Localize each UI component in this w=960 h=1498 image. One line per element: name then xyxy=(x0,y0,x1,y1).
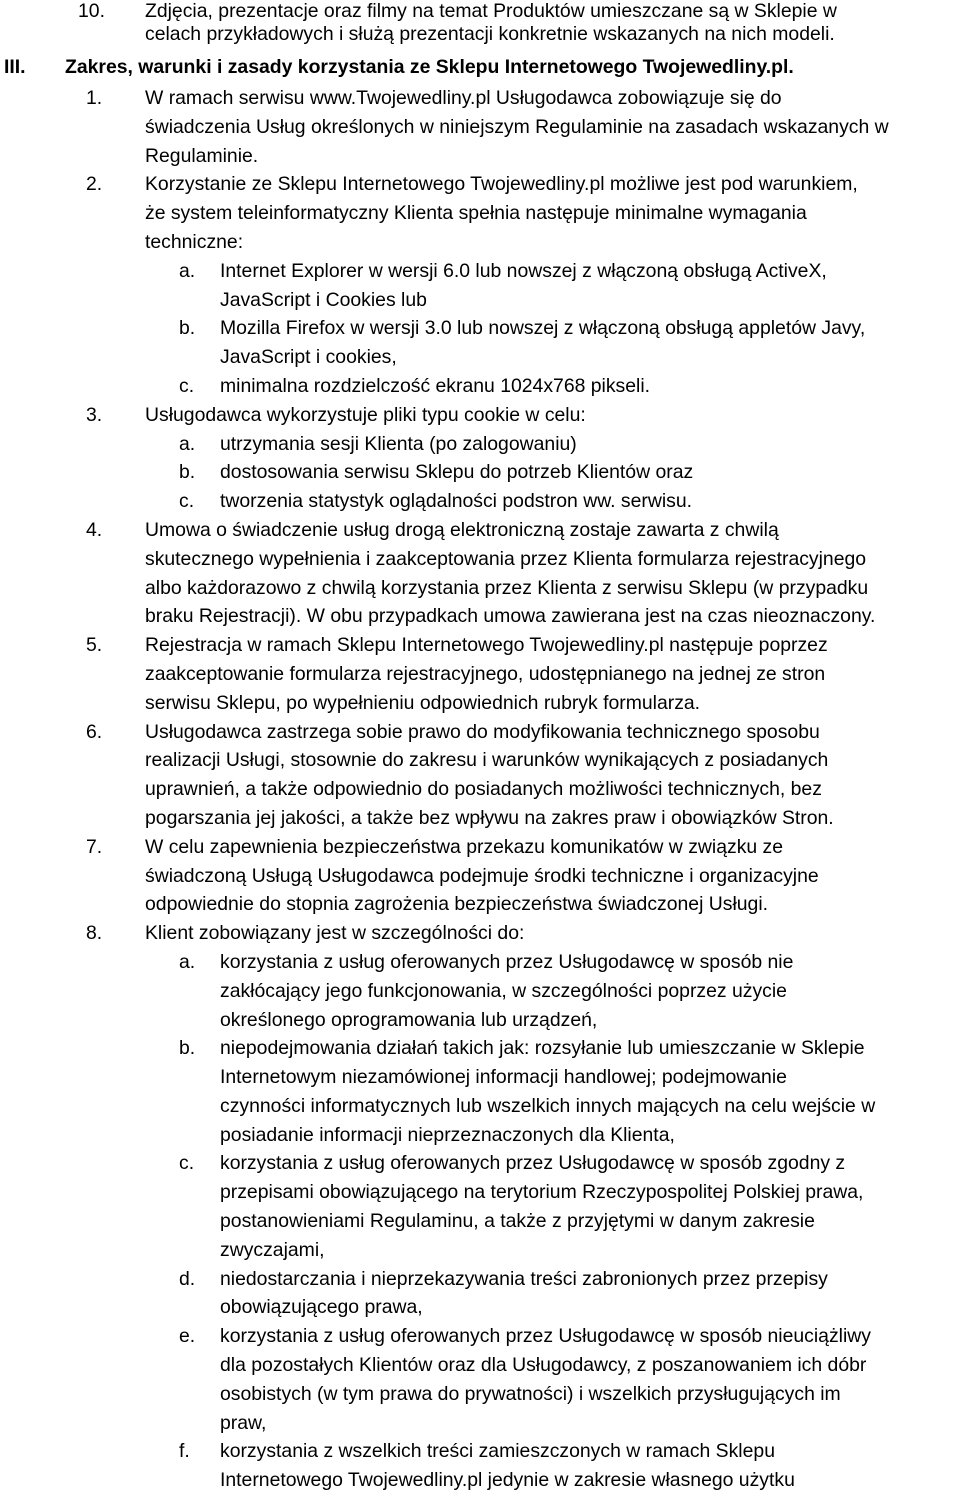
item-text-row xyxy=(0,689,960,718)
sub-item-text-row xyxy=(0,977,960,1006)
sub-item-text-line: utrzymania sesji Klienta (po zalogowaniu) xyxy=(220,432,577,455)
sub-item-text-line: niedostarczania i nieprzekazywania treści zabronionych przez przepisy xyxy=(220,1267,828,1290)
item-text-row xyxy=(0,113,960,142)
sub-item-8a xyxy=(0,948,960,977)
item-text-line: świadczoną Usługą Usługodawca podejmuje środki techniczne i organizacyjne xyxy=(145,864,819,887)
sub-item-letter: b. xyxy=(179,317,196,340)
sub-item-text-line: korzystania z usług oferowanych przez Usługodawcę w sposób nie xyxy=(220,950,794,973)
sub-item-text-line: obowiązującego prawa, xyxy=(220,1296,423,1319)
sub-item-3b xyxy=(0,458,960,487)
item-number: 7. xyxy=(86,835,103,858)
item-text-line: braku Rejestracji). W obu przypadkach umowa zawierana jest na czas nieoznaczony. xyxy=(145,605,876,628)
sub-item-letter: c. xyxy=(179,490,195,513)
item-text-line: zaakceptowanie formularza rejestracyjnego, udostępnianego na jednej ze stron xyxy=(145,662,826,685)
item-text-line: skutecznego wypełnienia i zaakceptowania przez Klienta formularza rejestracyjnego xyxy=(145,547,867,570)
item-text-row xyxy=(0,862,960,891)
list-item-7 xyxy=(0,833,960,862)
sub-item-letter: b. xyxy=(179,1037,196,1060)
item-text-line: Usługodawca wykorzystuje pliki typu cookie w celu: xyxy=(145,403,586,426)
list-item-10 xyxy=(0,0,960,50)
sub-item-letter: a. xyxy=(179,950,196,973)
sub-item-letter: a. xyxy=(179,259,196,282)
list-item-8 xyxy=(0,919,960,948)
item-text-line: odpowiednie do stopnia zagrożenia bezpieczeństwa świadczonej Usługi. xyxy=(145,893,769,916)
item-number: 10. xyxy=(78,0,105,22)
sub-item-letter: c. xyxy=(179,1152,195,1175)
item-text-line: techniczne: xyxy=(145,230,244,253)
sub-item-text-row xyxy=(0,286,960,315)
sub-item-text-line: JavaScript i Cookies lub xyxy=(220,288,427,311)
list-item-6 xyxy=(0,718,960,747)
sub-item-8e xyxy=(0,1322,960,1351)
item-text-row xyxy=(0,199,960,228)
sub-item-text-row xyxy=(0,1351,960,1380)
item-text-row xyxy=(0,142,960,171)
sub-item-text-row xyxy=(0,1121,960,1150)
item-text-row xyxy=(0,660,960,689)
sub-item-8f xyxy=(0,1437,960,1466)
sub-item-text-line: minimalna rozdzielczość ekranu 1024x768 pikseli. xyxy=(220,374,651,397)
item-text-row xyxy=(0,574,960,603)
item-text-line: Umowa o świadczenie usług drogą elektroniczną zostaje zawarta z chwilą xyxy=(145,518,779,541)
item-number: 6. xyxy=(86,720,103,743)
item-number: 1. xyxy=(86,87,103,109)
regulations-list xyxy=(0,84,960,1495)
sub-item-3c xyxy=(0,487,960,516)
item-number: 2. xyxy=(86,173,103,196)
list-item-4 xyxy=(0,516,960,545)
sub-item-text-line: praw, xyxy=(220,1411,267,1434)
sub-item-text-row xyxy=(0,1380,960,1409)
list-item-3 xyxy=(0,401,960,430)
item-text-row xyxy=(0,602,960,631)
item-text-line: Zdjęcia, prezentacje oraz filmy na temat Produktów umieszczane są w Sklepie w xyxy=(145,0,837,22)
sub-item-text-line: JavaScript i cookies, xyxy=(220,346,397,369)
item-text-line: albo każdorazowo z chwilą korzystania przez Klienta z serwisu Sklepu (w przypadku xyxy=(145,576,869,599)
section-title: Zakres, warunki i zasady korzystania ze Sklepu Internetowego Twojewedliny.pl. xyxy=(65,56,794,78)
sub-item-text-row xyxy=(0,1207,960,1236)
item-text-line: serwisu Sklepu, po wypełnieniu odpowiednich rubryk formularza. xyxy=(145,691,701,714)
sub-item-text-line: zakłócający jego funkcjonowania, w szczególności poprzez użycie xyxy=(220,979,787,1002)
sub-item-text-line: dostosowania serwisu Sklepu do potrzeb Klientów oraz xyxy=(220,461,694,484)
sub-item-letter: d. xyxy=(179,1267,196,1290)
sub-item-letter: b. xyxy=(179,461,196,484)
sub-item-text-row xyxy=(0,1092,960,1121)
item-number: 5. xyxy=(86,634,103,657)
item-text-row xyxy=(0,228,960,257)
item-text-row xyxy=(0,775,960,804)
sub-item-text-line: określonego oprogramowania lub urządzeń, xyxy=(220,1008,598,1031)
sub-item-text-row xyxy=(0,1063,960,1092)
item-text-line: Usługodawca zastrzega sobie prawo do modyfikowania technicznego sposobu xyxy=(145,720,820,743)
sub-item-text-line: posiadanie informacji nieprzeznaczonych dla Klienta, xyxy=(220,1123,675,1146)
sub-item-text-line: Internet Explorer w wersji 6.0 lub nowszej z włączoną obsługą ActiveX, xyxy=(220,259,827,282)
sub-item-letter: f. xyxy=(179,1440,190,1463)
item-number: 8. xyxy=(86,922,103,945)
item-number: 4. xyxy=(86,518,103,541)
item-text-row xyxy=(0,804,960,833)
sub-item-text-line: Mozilla Firefox w wersji 3.0 lub nowszej z włączoną obsługą appletów Javy, xyxy=(220,317,866,340)
sub-item-text-row xyxy=(0,1006,960,1035)
sub-item-2b xyxy=(0,314,960,343)
item-text-row xyxy=(0,890,960,919)
sub-item-2c xyxy=(0,372,960,401)
sub-item-text-line: przepisami obowiązującego na terytorium Rzeczypospolitej Polskiej prawa, xyxy=(220,1181,864,1204)
item-text-row xyxy=(0,746,960,775)
item-text-line: Regulaminie. xyxy=(145,144,259,167)
sub-item-letter: e. xyxy=(179,1325,196,1348)
sub-item-text-line: Internetowego Twojewedliny.pl jedynie w zakresie własnego użytku xyxy=(220,1469,795,1492)
sub-item-letter: c. xyxy=(179,374,195,397)
sub-item-text-row xyxy=(0,1466,960,1495)
sub-item-8c xyxy=(0,1149,960,1178)
item-text-line: świadczenia Usług określonych w niniejszym Regulaminie na zasadach wskazanych w xyxy=(145,115,889,138)
sub-item-text-line: Internetowym niezamówionej informacji handlowej; podejmowanie xyxy=(220,1066,787,1089)
list-item-1 xyxy=(0,84,960,113)
item-text-line: Korzystanie ze Sklepu Internetowego Twojewedliny.pl możliwe jest pod warunkiem, xyxy=(145,173,858,196)
item-text-line: W celu zapewnienia bezpieczeństwa przekazu komunikatów w związku ze xyxy=(145,835,784,858)
sub-item-text-line: niepodejmowania działań takich jak: rozsyłanie lub umieszczanie w Sklepie xyxy=(220,1037,865,1060)
sub-item-text-row xyxy=(0,1178,960,1207)
sub-item-letter: a. xyxy=(179,432,196,455)
item-text-line: W ramach serwisu www.Twojewedliny.pl Usługodawca zobowiązuje się do xyxy=(145,87,782,109)
sub-item-2a xyxy=(0,257,960,286)
item-text-line: realizacji Usługi, stosownie do zakresu i warunków wynikających z posiadanych xyxy=(145,749,829,772)
item-number: 3. xyxy=(86,403,103,426)
sub-item-text-row xyxy=(0,343,960,372)
item-text-line: Klient zobowiązany jest w szczególności do: xyxy=(145,922,525,945)
item-text-line: celach przykładowych i służą prezentacji konkretnie wskazanych na nich modeli. xyxy=(145,23,835,45)
sub-item-8d xyxy=(0,1265,960,1294)
section-heading xyxy=(0,56,960,82)
sub-item-text-line: zwyczajami, xyxy=(220,1238,325,1261)
list-item-5 xyxy=(0,631,960,660)
item-text-line: że system teleinformatyczny Klienta spełnia następuje minimalne wymagania xyxy=(145,202,807,225)
sub-item-text-line: postanowieniami Regulaminu, a także z przyjętymi w danym zakresie xyxy=(220,1210,815,1233)
item-text-line: Rejestracja w ramach Sklepu Internetowego Twojewedliny.pl następuje poprzez xyxy=(145,634,828,657)
list-item-2 xyxy=(0,170,960,199)
sub-item-text-row xyxy=(0,1236,960,1265)
sub-item-text-line: dla pozostałych Klientów oraz dla Usługodawcy, z poszanowaniem ich dóbr xyxy=(220,1354,867,1377)
item-text-row xyxy=(0,545,960,574)
sub-item-text-line: korzystania z usług oferowanych przez Usługodawcę w sposób zgodny z xyxy=(220,1152,846,1175)
sub-item-text-line: czynności informatycznych lub wszelkich innych mających na celu wejście w xyxy=(220,1094,876,1117)
sub-item-text-line: korzystania z usług oferowanych przez Usługodawcę w sposób nieuciążliwy xyxy=(220,1325,871,1348)
section-number: III. xyxy=(4,56,26,78)
item-text-line: uprawnień, a także odpowiednio do posiadanych możliwości technicznych, bez xyxy=(145,778,822,801)
sub-item-text-line: tworzenia statystyk oglądalności podstron ww. serwisu. xyxy=(220,490,693,513)
sub-item-text-row xyxy=(0,1409,960,1438)
sub-item-text-line: osobistych (w tym prawa do prywatności) i wszelkich przysługujących im xyxy=(220,1382,841,1405)
sub-item-8b xyxy=(0,1034,960,1063)
sub-item-text-line: korzystania z wszelkich treści zamieszczonych w ramach Sklepu xyxy=(220,1440,775,1463)
sub-item-text-row xyxy=(0,1293,960,1322)
item-text-line: pogarszania jej jakości, a także bez wpływu na zakres praw i obowiązków Stron. xyxy=(145,806,834,829)
sub-item-3a xyxy=(0,430,960,459)
